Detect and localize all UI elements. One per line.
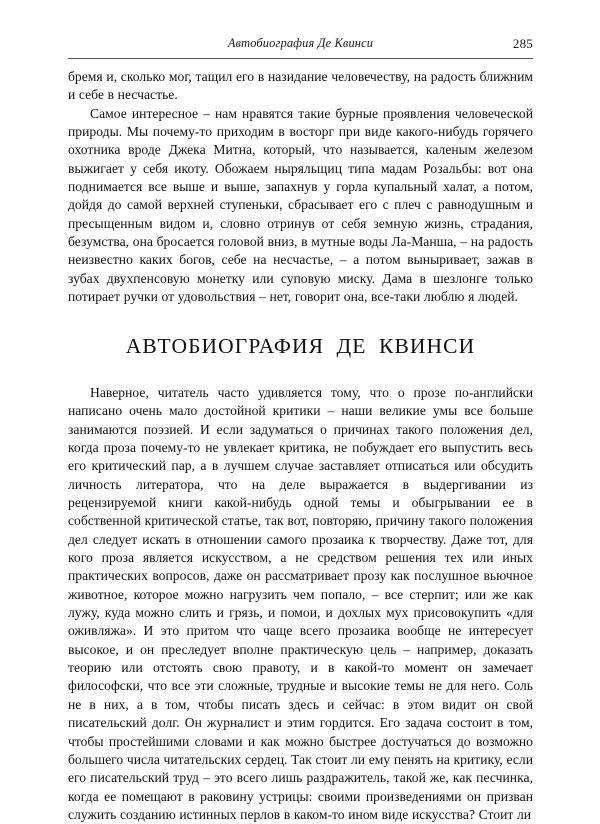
text-column xyxy=(68,68,533,824)
chapter-title: АВТОБИОГРАФИЯ ДЕ КВИНСИ xyxy=(125,334,476,359)
paragraph-carryover: бремя и, сколько мог, тащил его в назидание человечеству, на радость ближним и себе в несчастье. xyxy=(68,69,533,103)
running-head-title: Автобиография Де Квинси xyxy=(227,36,374,50)
paragraph-samoe-interesnoe: Самое интересное – нам нравятся такие бурные проявления человеческой природы. Мы почему-то приходим в восторг при виде какого-нибудь горячего охотника вроде Джека Митна, который, что называется, каленым железом выжигает у себя икоту. Обожаем ныряльщиц типа мадам Розальбы: вот она поднимается все выше и выше, запахнув у горла купальный халат, а потом, дойдя до самой верхней ступеньки, сбрасывает его с плеч с равнодушным и пресыщенным видом и, словно отринув от себя земную жизнь, страдания, безумства, она бросается головой вниз, в мутные воды Ла-Манша, – на радость неизвестно каких богов, себе на несчастье, – а потом выныривает, зажав в зубах двухпенсовую монетку или суповую миску. Дама в шезлонге только потирает ручки от удовольствия – нет, говорит она, все-таки люблю я людей. xyxy=(68,105,533,305)
paragraph-navernoe: Наверное, читатель часто удивляется тому, что о прозе по-английски написано очень мало достойной критики – наши великие умы все больше занимаются поэзией. И если задуматься о причинах такого положения дел, когда проза почему-то не увлекает критика, не побуждает его выпустить весь его критический пар, а в лучшем случае заставляет отписаться или обсудить личность литератора, что на деле выражается в выдергивании из рецензируемой книги какой-нибудь одной темы и обыгрывании ее в собственной критической статье, так вот, повторяю, причину такого положения дел следует искать в отношении самого прозаика к творчеству. Даже тот, для кого проза является искусством, а не средством решения тех или иных практических вопросов, даже он рассматривает прозу как послушное вьючное животное, которое можно нагрузить чем попало, – все стерпит; или же как лужу, куда можно слить и грязь, и помои, и дохлых мух присовокупить «для оживляжа». И это притом что чаще всего прозаика вообще не интересует высокое, и он преследует вполне практическую цель – например, доказать теорию или отстоять свою правоту, и в какой-то момент он замечает философски, что все эти сложные, трудные и высокие темы не для него. Соль не в них, а в том, чтобы писать здесь и сейчас: в этом видит он свой писательский долг. Он журналист и этим гордится. Его задача состоит в том, чтобы простейшими словами и как можно быстрее достучаться до возможно большего числа читательских сердец. Так стоит ли ему пенять на критику, если его писательский труд – это всего лишь раздражитель, такой же, как песчинка, когда ее помещают в раковину устрицы: своими произведениями он призван служить созданию истинных перлов в каком-то ином виде искусства? Стоит ли xyxy=(68,384,533,822)
spacer-above-chapter-title xyxy=(68,306,533,336)
running-head xyxy=(68,36,533,59)
page-number: 285 xyxy=(512,36,533,51)
spacer-below-chapter-title xyxy=(68,358,533,384)
